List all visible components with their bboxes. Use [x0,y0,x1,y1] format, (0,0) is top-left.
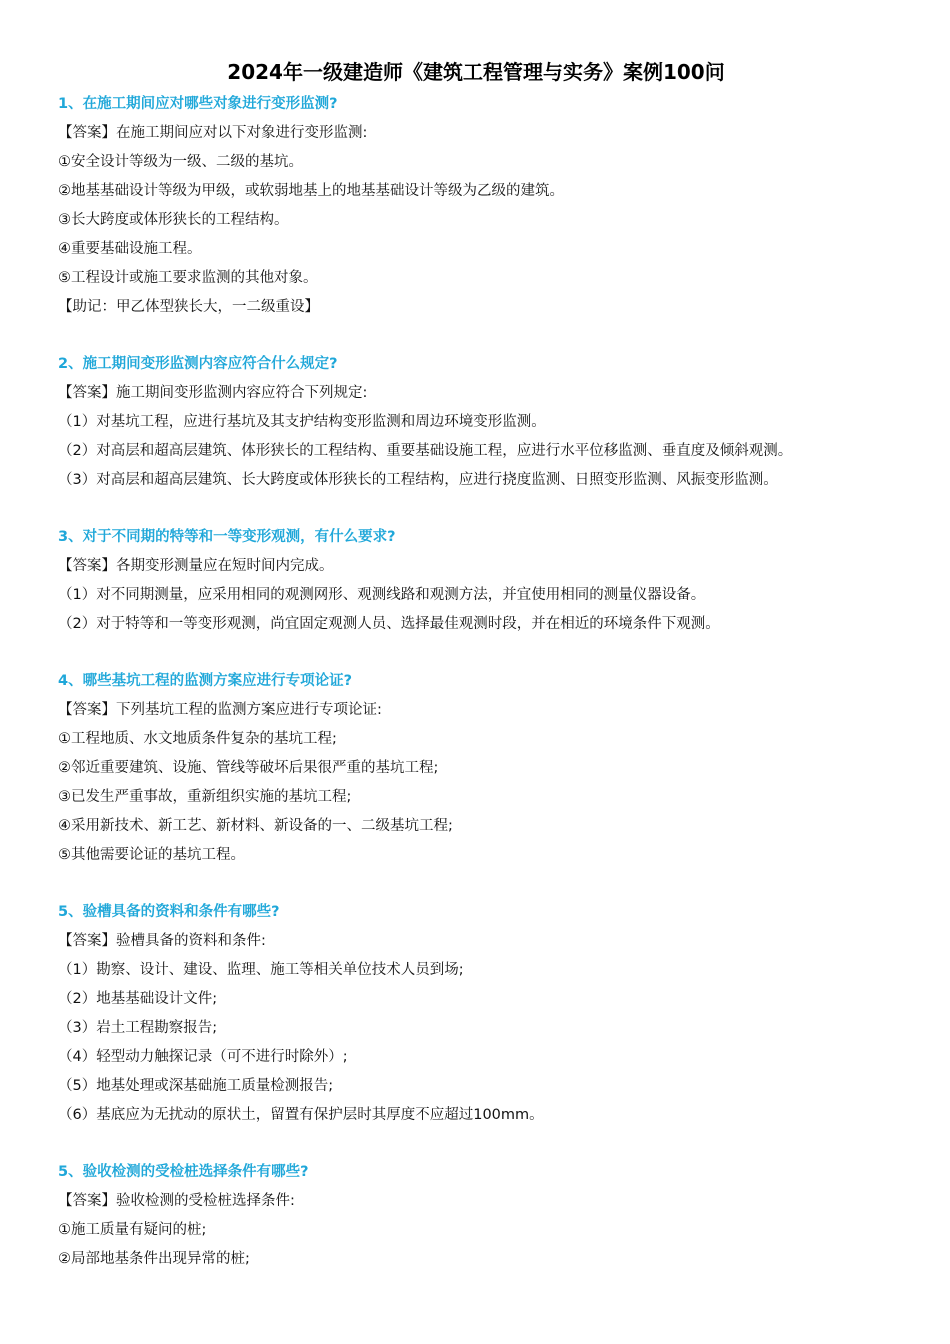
answer-line: （1）对基坑工程，应进行基坑及其支护结构变形监测和周边环境变形监测。 [58,414,546,430]
answer-line: （5）地基处理或深基础施工质量检测报告; [58,1078,334,1094]
answer-line: ④重要基础设施工程。 [58,241,202,257]
question-heading: 3、对于不同期的特等和一等变形观测，有什么要求? [58,529,396,545]
question-heading: 2、施工期间变形监测内容应符合什么规定? [58,356,338,372]
answer-line: ②地基基础设计等级为甲级，或软弱地基上的地基基础设计等级为乙级的建筑。 [58,183,564,199]
answer-line: （2）地基基础设计文件; [58,991,218,1007]
answer-line: ⑤其他需要论证的基坑工程。 [58,847,245,863]
answer-line: ④采用新技术、新工艺、新材料、新设备的一、二级基坑工程; [58,818,453,834]
answer-line: ⑤工程设计或施工要求监测的其他对象。 [58,270,318,286]
answer-line: ③长大跨度或体形狭长的工程结构。 [58,212,289,228]
answer-line: （3）岩土工程勘察报告; [58,1020,218,1036]
answer-line: 【答案】在施工期间应对以下对象进行变形监测: [58,125,368,141]
answer-line: ③已发生严重事故，重新组织实施的基坑工程; [58,789,352,805]
answer-line: （1）对不同期测量，应采用相同的观测网形、观测线路和观测方法，并宜使用相同的测量仪器设备。 [58,587,706,603]
question-heading: 5、验槽具备的资料和条件有哪些? [58,904,280,920]
answer-line: 【答案】验收检测的受检桩选择条件: [58,1193,295,1209]
answer-line: 【答案】验槽具备的资料和条件: [58,933,266,949]
qa-section-2 [58,350,894,495]
question-heading: 4、哪些基坑工程的监测方案应进行专项论证? [58,673,352,689]
answer-line: ①安全设计等级为一级、二级的基坑。 [58,154,303,170]
qa-section-1 [58,90,894,322]
answer-line: 【答案】下列基坑工程的监测方案应进行专项论证: [58,702,382,718]
answer-line: （1）勘察、设计、建设、监理、施工等相关单位技术人员到场; [58,962,464,978]
qa-section-5 [58,898,894,1130]
qa-section-3 [58,523,894,639]
question-heading: 5、验收检测的受检桩选择条件有哪些? [58,1164,309,1180]
qa-section-6 [58,1158,894,1274]
answer-line: 【答案】施工期间变形监测内容应符合下列规定: [58,385,368,401]
answer-line: ①工程地质、水文地质条件复杂的基坑工程; [58,731,337,747]
answer-line: （6）基底应为无扰动的原状土，留置有保护层时其厚度不应超过100mm。 [58,1107,544,1123]
mnemonic-line: 【助记：甲乙体型狭长大，一二级重设】 [58,299,319,315]
answer-line: （4）轻型动力触探记录（可不进行时除外）; [58,1049,348,1065]
question-heading: 1、在施工期间应对哪些对象进行变形监测? [58,96,338,112]
answer-line: ②局部地基条件出现异常的桩; [58,1251,250,1267]
answer-line: （3）对高层和超高层建筑、长大跨度或体形狭长的工程结构，应进行挠度监测、日照变形监测、风振变形监测。 [58,472,778,488]
answer-line: ①施工质量有疑问的桩; [58,1222,207,1238]
answer-line: ②邻近重要建筑、设施、管线等破坏后果很严重的基坑工程; [58,760,439,776]
qa-section-4 [58,667,894,870]
document-title: 2024年一级建造师《建筑工程管理与实务》案例100问 [227,60,725,84]
answer-line: （2）对高层和超高层建筑、体形狭长的工程结构、重要基础设施工程，应进行水平位移监测、垂直度及倾斜观测。 [58,443,793,459]
answer-line: 【答案】各期变形测量应在短时间内完成。 [58,558,334,574]
answer-line: （2）对于特等和一等变形观测，尚宜固定观测人员、选择最佳观测时段，并在相近的环境条件下观测。 [58,616,720,632]
